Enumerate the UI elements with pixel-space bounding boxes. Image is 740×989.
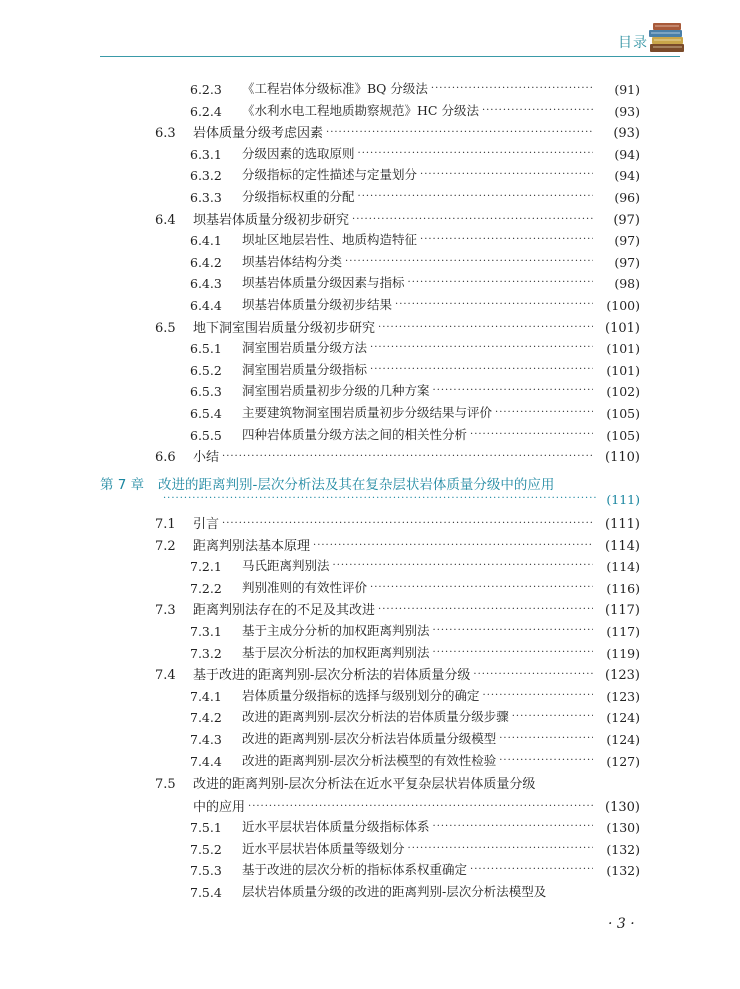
entry-number: 6.5: [155, 320, 176, 336]
entry-title: 坝基岩体质量分级因素与指标: [242, 275, 405, 291]
leader-dots: [378, 604, 593, 618]
leader-dots: [495, 407, 593, 421]
entry-page: (101): [606, 341, 640, 357]
entry-page: (132): [606, 863, 640, 879]
entry-page: (123): [605, 668, 640, 684]
entry-page: (114): [606, 559, 640, 575]
leader-dots: [378, 322, 593, 336]
entry-title: 基于主成分分析的加权距离判别法: [242, 623, 430, 638]
entry-number: 7.4.2: [190, 710, 222, 726]
toc-entry[interactable]: [190, 707, 640, 725]
entry-number: 7.5.4: [190, 885, 222, 900]
entry-number: 7.2.1: [190, 559, 222, 575]
toc-entry[interactable]: [190, 729, 640, 747]
entry-number: 6.5.3: [190, 384, 222, 400]
entry-number: 7.5.1: [190, 820, 222, 835]
leader-dots: [470, 864, 593, 878]
toc-entry[interactable]: [190, 230, 640, 248]
leader-dots: [482, 105, 593, 119]
entry-number: 7.4.3: [190, 732, 222, 747]
chapter-number: 第 7 章: [100, 477, 145, 493]
entry-number: 6.5.2: [190, 362, 222, 378]
leader-dots: [370, 582, 593, 596]
toc-entry[interactable]: [190, 751, 640, 769]
entry-title: 坝基岩体质量分级初步结果: [242, 297, 393, 312]
entry-page: (91): [614, 82, 640, 97]
toc-entry[interactable]: [190, 338, 640, 356]
toc-entry[interactable]: [190, 839, 640, 857]
entry-title: 坝基岩体结构分类: [242, 253, 343, 269]
entry-page: (94): [614, 146, 640, 162]
leader-dots: [420, 234, 593, 248]
leader-dots: [433, 821, 593, 835]
entry-title: 坝基岩体质量分级初步研究: [193, 212, 350, 228]
toc-entry[interactable]: [190, 425, 640, 443]
entry-page: (98): [614, 276, 640, 292]
entry-title: 距离判别法基本原理: [193, 538, 311, 554]
entry-page: (123): [606, 688, 640, 704]
entry-title: 《水利水电工程地质勘察规范》HC 分级法: [242, 102, 479, 118]
leader-dots: [163, 493, 596, 507]
entry-title: 分级因素的选取原则: [242, 145, 355, 161]
entry-title: 改进的距离判别-层次分析法岩体质量分级模型: [242, 731, 497, 746]
leader-dots: [248, 801, 593, 815]
leader-dots: [358, 191, 593, 205]
entry-title: 洞室围岩质量分级方法: [242, 340, 368, 356]
entry-page: (101): [606, 362, 640, 378]
toc-entry[interactable]: [190, 381, 640, 399]
entry-number: 6.5.5: [190, 427, 222, 443]
toc-entry[interactable]: [155, 317, 640, 336]
entry-number: 6.3.2: [190, 168, 222, 184]
toc-entry[interactable]: [190, 252, 640, 270]
entry-title: 坝址区地层岩性、地质构造特征: [242, 232, 418, 248]
entry-page: (111): [605, 517, 640, 532]
entry-page: (105): [606, 427, 640, 443]
leader-dots: [512, 711, 593, 725]
entry-page: (130): [606, 820, 640, 835]
entry-page: (97): [614, 254, 640, 270]
entry-number: 6.4.2: [190, 254, 222, 270]
entry-title: 距离判别法存在的不足及其改进: [193, 603, 376, 619]
toc-entry[interactable]: [190, 556, 640, 574]
leader-dots: [313, 540, 593, 554]
leader-dots: [345, 256, 593, 270]
toc-entry[interactable]: [190, 643, 640, 661]
entry-page: (124): [606, 710, 640, 726]
entry-title: 洞室围岩质量分级指标: [242, 361, 368, 377]
entry-title: 基于改进的层次分析的指标体系权重确定: [242, 862, 468, 878]
entry-title: 判别准则的有效性评价: [242, 579, 368, 595]
toc-entry[interactable]: [190, 360, 640, 378]
entry-title: 基于层次分析法的加权距离判别法: [242, 644, 430, 660]
entry-page: (124): [606, 732, 640, 747]
entry-title: 洞室围岩质量初步分级的几种方案: [242, 383, 430, 399]
entry-title: 改进的距离判别-层次分析法在近水平复杂层状岩体质量分级: [193, 777, 536, 792]
entry-title: 小结: [193, 450, 220, 466]
leader-dots: [370, 342, 593, 356]
entry-page: (93): [614, 103, 640, 119]
leader-dots: [420, 169, 593, 183]
leader-dots: [326, 127, 593, 141]
leader-dots: [333, 560, 593, 574]
entry-page: (116): [606, 580, 640, 596]
leader-dots: [408, 843, 593, 857]
entry-number: 7.1: [155, 517, 176, 532]
leader-dots: [433, 647, 593, 661]
chapter-7-leader: [163, 492, 640, 507]
leader-dots: [473, 669, 593, 683]
toc-entry[interactable]: [155, 599, 640, 618]
entry-number: 7.4.4: [190, 753, 222, 769]
entry-title: 引言: [193, 517, 220, 532]
entry-page: (132): [606, 841, 640, 857]
entry-title-cont: 中的应用: [193, 800, 246, 815]
leader-dots: [499, 733, 593, 747]
leader-dots: [431, 83, 593, 97]
entry-page: (94): [614, 168, 640, 184]
entry-title: 改进的距离判别-层次分析法模型的有效性检验: [242, 752, 497, 768]
chapter-title: 改进的距离判别-层次分析法及其在复杂层状岩体质量分级中的应用: [158, 477, 555, 493]
leader-dots: [408, 277, 593, 291]
entry-page: (110): [605, 450, 640, 466]
toc-entry[interactable]: [190, 578, 640, 596]
toc-entry[interactable]: [190, 144, 640, 162]
toc-entry[interactable]: [190, 187, 640, 205]
entry-title: 地下洞室围岩质量分级初步研究: [193, 320, 376, 336]
entry-page: (102): [606, 384, 640, 400]
entry-title: 近水平层状岩体质量等级划分: [242, 840, 405, 856]
chapter-page: (111): [606, 492, 640, 507]
entry-title: 《工程岩体分级标准》BQ 分级法: [242, 81, 428, 96]
toc-entry[interactable]: [155, 209, 640, 228]
leader-dots: [499, 755, 593, 769]
entry-number: 7.3.2: [190, 645, 222, 661]
entry-number: 7.3: [155, 603, 176, 619]
entry-page: (101): [605, 320, 640, 336]
entry-page: (93): [613, 126, 640, 142]
entry-number: 7.3.1: [190, 624, 222, 639]
toc-entry[interactable]: [190, 101, 640, 119]
entry-page: (119): [606, 645, 640, 661]
toc-entry[interactable]: [155, 535, 640, 554]
toc-entry[interactable]: [155, 513, 640, 532]
entry-number: 6.4.3: [190, 276, 222, 292]
leader-dots: [395, 299, 593, 313]
leader-dots: [483, 690, 593, 704]
entry-page: (96): [614, 190, 640, 205]
toc-entry[interactable]: [190, 295, 640, 313]
entry-number: 6.5.1: [190, 341, 222, 357]
entry-title: 层状岩体质量分级的改进的距离判别-层次分析法模型及: [242, 884, 547, 899]
entry-number: 7.5.3: [190, 863, 222, 879]
entry-page: (105): [606, 406, 640, 421]
entry-title: 改进的距离判别-层次分析法的岩体质量分级步骤: [242, 709, 509, 725]
entry-title: 主要建筑物洞室围岩质量初步分级结果与评价: [242, 405, 493, 420]
page-number: · 3 ·: [608, 916, 635, 932]
entry-number: 6.6: [155, 450, 176, 466]
header-rule: [100, 56, 680, 57]
entry-number: 7.5: [155, 777, 176, 792]
toc-entry[interactable]: [190, 817, 640, 835]
leader-dots: [433, 385, 593, 399]
entry-number: 6.2.4: [190, 103, 222, 119]
entry-title: 分级指标的定性描述与定量划分: [242, 167, 418, 183]
leader-dots: [222, 518, 593, 532]
toc-entry[interactable]: [190, 621, 640, 639]
toc-entry[interactable]: [190, 403, 640, 421]
entry-title: 马氏距离判别法: [242, 558, 330, 574]
entry-title: 岩体质量分级指标的选择与级别划分的确定: [242, 687, 480, 703]
entry-page: (114): [605, 538, 640, 554]
entry-number: 6.3.1: [190, 146, 222, 162]
leader-dots: [352, 214, 593, 228]
toc-entry-7-5-cont[interactable]: [193, 796, 640, 815]
entry-number: 6.4: [155, 212, 176, 228]
toc-entry-7-5-4[interactable]: [190, 882, 640, 900]
entry-number: 6.3.3: [190, 190, 222, 205]
entry-title: 四种岩体质量分级方法之间的相关性分析: [242, 426, 468, 442]
entry-number: 7.4: [155, 668, 176, 684]
entry-title: 分级指标权重的分配: [242, 189, 355, 204]
leader-dots: [358, 148, 593, 162]
toc-entry[interactable]: [190, 686, 640, 704]
entry-page: (130): [605, 800, 640, 815]
entry-page: (127): [606, 753, 640, 769]
entry-page: (100): [606, 298, 640, 313]
entry-title: 基于改进的距离判别-层次分析法的岩体质量分级: [193, 668, 471, 684]
toc-entry[interactable]: [190, 860, 640, 878]
header-title: 目录: [618, 35, 648, 51]
entry-number: 7.5.2: [190, 841, 222, 857]
entry-page: (117): [606, 624, 640, 639]
entry-number: 6.3: [155, 126, 176, 142]
books-stack-icon: [648, 20, 686, 54]
toc-entry[interactable]: [155, 446, 640, 465]
leader-dots: [370, 364, 593, 378]
entry-title: 岩体质量分级考虑因素: [193, 126, 324, 142]
leader-dots: [433, 625, 593, 639]
entry-number: 6.4.4: [190, 298, 222, 313]
leader-dots: [222, 451, 593, 465]
entry-number: 6.2.3: [190, 82, 222, 97]
chapter-7-heading[interactable]: [100, 473, 640, 493]
entry-page: (97): [614, 233, 640, 249]
entry-number: 6.5.4: [190, 406, 222, 421]
toc-entry[interactable]: [190, 79, 640, 97]
leader-dots: [470, 429, 593, 443]
toc-entry[interactable]: [155, 122, 640, 141]
entry-number: 7.4.1: [190, 688, 222, 704]
entry-page: (97): [613, 212, 640, 228]
toc-entry[interactable]: [155, 664, 640, 683]
entry-page: (117): [605, 603, 640, 619]
entry-number: 7.2: [155, 538, 176, 554]
entry-title: 近水平层状岩体质量分级指标体系: [242, 819, 430, 834]
entry-number: 6.4.1: [190, 233, 222, 249]
toc-entry[interactable]: [190, 273, 640, 291]
entry-number: 7.2.2: [190, 580, 222, 596]
toc-entry-7-5[interactable]: [155, 773, 640, 792]
toc-entry[interactable]: [190, 165, 640, 183]
